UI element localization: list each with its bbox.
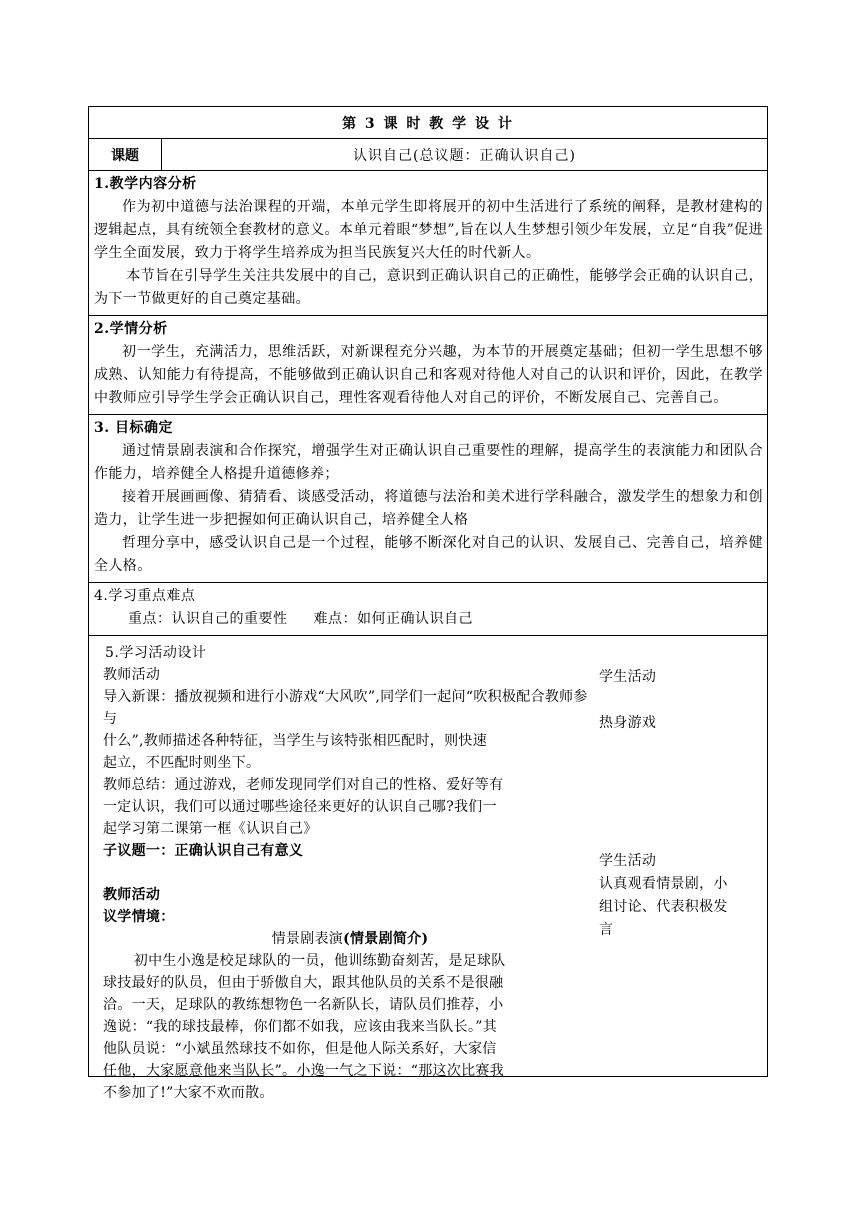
goals-section xyxy=(89,415,767,583)
story-line: 逸说：“我的球技最棒，你们都不如我，应该由我来当队长。”其 xyxy=(103,1019,498,1035)
keypoints-line xyxy=(94,608,763,631)
drama-title-bold: (情景剧简介) xyxy=(343,931,429,947)
student-analysis-paragraph: 初一学生，充满活力，思维活跃，对新课程充分兴趣，为本节的开展奠定基础；但初一学生思想不够成熟、认知能力有待提高，不能够做到正确认识自己和客观对待他人对自己的认识和评价，因此，在教学中教师应引导学生学会正确认识自己，理性客观看待他人对自己的评价，不断发展自己、完善自己。 xyxy=(94,344,763,406)
student-activity-column xyxy=(599,666,764,942)
teacher-activity-label: 教师活动 xyxy=(103,667,161,683)
story-line: 初中生小逸是校足球队的一员，他训练勤奋刻苦，是足球队 xyxy=(133,953,506,969)
intro-line: 导入新课：播放视频和进行小游戏“大风吹”,同学们一起问“吹积极配合教师参与 xyxy=(103,689,588,727)
page-title: 第 3 课 时 教 学 设 计 xyxy=(89,107,767,139)
content-analysis-paragraph-2: 本节旨在引导学生关注共发展中的自己，意识到正确认识自己的正确性，能够学会正确的认识自己，为下一节做更好的自己奠定基础。 xyxy=(94,268,763,307)
keypoints-heading: 4.学习重点难点 xyxy=(94,588,196,604)
student-activity-text-line: 言 xyxy=(599,922,614,938)
student-activity-text: 热身游戏 xyxy=(599,715,657,731)
activity-heading: 5.学习活动设计 xyxy=(105,645,207,661)
student-activity-label-2: 学生活动 xyxy=(599,853,657,869)
activity-section xyxy=(89,636,767,1101)
student-activity-text-line: 组讨论、代表积极发 xyxy=(599,899,728,915)
topic-row xyxy=(89,139,767,171)
keypoints-section xyxy=(89,583,767,636)
intro-line: 什么”,教师描述各种特征，当学生与该特张相匹配时，则快速 xyxy=(103,733,488,749)
story-line: 不参加了!”大家不欢而散。 xyxy=(103,1085,274,1101)
teacher-activity-column xyxy=(103,664,597,1104)
goals-heading: 3. 目标确定 xyxy=(94,420,173,436)
scenario-label: 议学情境： xyxy=(103,909,175,925)
student-analysis-heading: 2.学情分析 xyxy=(94,321,168,337)
student-activity-text-line: 认真观看情景剧，小 xyxy=(599,876,728,892)
content-analysis-paragraph-1: 作为初中道德与法治课程的开端，本单元学生即将展开的初中生活进行了系统的阐释，是教材建构的逻辑起点，具有统领全套教材的意义。本单元着眼“梦想”,旨在以人生梦想引领少年发展，立足“自我”促进学生全面发展，致力于将学生培养成为担当民族复兴大任的时代新人。 xyxy=(94,199,763,261)
topic-label: 课题 xyxy=(89,139,162,170)
student-analysis-section xyxy=(89,316,767,415)
topic-value: 认识自己(总议题：正确认识自己) xyxy=(353,147,576,164)
story-line: 洽。一天，足球队的教练想物色一名新队长，请队员们推荐，小 xyxy=(103,997,504,1013)
drama-title-text: 情景剧表演 xyxy=(271,931,344,947)
intro-line: 教师总结：通过游戏，老师发现同学们对自己的性格、爱好等有 xyxy=(103,777,504,793)
story-line: 球技最好的队员，但由于骄傲自大，跟其他队员的关系不是很融 xyxy=(103,975,504,991)
content-analysis-section xyxy=(89,171,767,316)
story-line: 任他，大家愿意他来当队长”。小逸一气之下说：“那这次比赛我 xyxy=(103,1063,505,1079)
student-activity-label: 学生活动 xyxy=(599,669,657,685)
intro-line: 起学习第二课第一框《认识自己》 xyxy=(103,821,318,837)
drama-title xyxy=(103,928,597,950)
goals-paragraph-1: 通过情景剧表演和合作探究，增强学生对正确认识自己重要性的理解，提高学生的表演能力和团队合作能力，培养健全人格提升道德修养； xyxy=(94,443,763,482)
lesson-design-table xyxy=(88,106,768,1101)
goals-paragraph-3: 哲理分享中，感受认识自己是一个过程，能够不断深化对自己的认识、发展自己、完善自己，培养健全人格。 xyxy=(94,535,763,574)
story-line: 他队员说：“小斌虽然球技不如你，但是他人际关系好，大家信 xyxy=(103,1041,497,1057)
intro-line: 一定认识，我们可以通过哪些途径来更好的认识自己哪?我们一 xyxy=(103,799,497,815)
sub-topic-heading: 子议题一：正确认识自己有意义 xyxy=(103,843,304,859)
key-point: 重点：认识自己的重要性 xyxy=(128,611,288,627)
intro-line: 起立，不匹配时则坐下。 xyxy=(103,755,261,771)
goals-paragraph-2: 接着开展画画像、猜猜看、谈感受活动，将道德与法治和美术进行学科融合，激发学生的想象力和创造力，让学生进一步把握如何正确认识自己，培养健全人格 xyxy=(94,489,763,528)
content-analysis-heading: 1.教学内容分析 xyxy=(94,176,197,192)
difficult-point: 难点：如何正确认识自己 xyxy=(313,611,473,627)
teacher-activity-label-2: 教师活动 xyxy=(103,887,161,903)
